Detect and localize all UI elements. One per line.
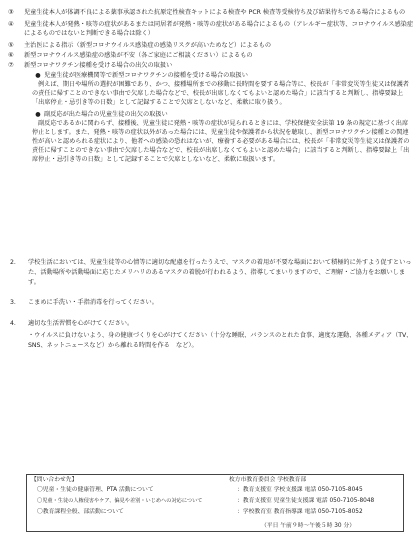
item-number: ⑤ xyxy=(8,41,14,49)
vaccine-heading-2 xyxy=(32,110,414,119)
section-4 xyxy=(6,319,414,351)
item-number: ⑥ xyxy=(8,51,14,59)
list-item xyxy=(6,20,414,38)
vaccine-paragraph-2: 副反応であるかに関わらず、接種後、児童生徒に発熱・咳等の症状が見られるときには、学校保健安全法第 19 条の規定に基づく出席停止とします。また、発熱・咳等の症状以外があった場合には、児童生徒や保護者から状況を聴取し、新型コロナワクチン接種との関連性が高いと認められる症状により、他者への感染の恐れはないが、療養する必要がある場合には、校長が「非常変災等生徒又は保護者の責任に帰すことのできない事由で欠席した場合などで、校長が出席しなくてもよいと認めた場合」に該当すると判断し、指導要録上「出席停止・忌引き等の日数」として記録することで欠席としないなど、柔軟に取扱います。 xyxy=(32,120,410,163)
contact-topic: 〇児童・生徒の人権侵害やケア、偏見や差別・いじめへの対応について xyxy=(37,498,203,504)
item-number: ③ xyxy=(8,8,14,16)
vaccine-paragraph-1: 例えば、期日や場所の選択が困難であり、かつ、接種場所までの移動に長時間を要する場合等に、校長が「非常変災等生徒又は保護者の責任に帰すことのできない事由で欠席した場合などで、校長が出席しなくてもよいと認めた場合」に該当すると判断し、指導要録上「出席停止・忌引き等の日数」として記録することで欠席としないなど、柔軟に取り扱う。 xyxy=(32,81,409,106)
item-text: 児童生徒本人が体調不良による薬事承認された抗原定性検査キットによる検査や PCR 検査等受検待ち及び結果待ちである場合によるもの xyxy=(24,9,406,16)
contact-row xyxy=(37,486,403,495)
item-text: 新型コロナウイルス感染症の感染が不安（各ご家庭にご相談ください）によるもの xyxy=(24,52,253,59)
contact-topic: 〇教育課程全般、部活動について xyxy=(37,509,124,515)
section-number: 3. xyxy=(10,299,16,306)
contact-row xyxy=(37,497,403,506)
section-text: こまめに手洗い・手指消毒を行ってください。 xyxy=(28,299,158,306)
contact-phone: ：学校教育室 教育指導課 電話 050-7105-8052 xyxy=(237,509,363,515)
contact-row xyxy=(37,508,403,517)
bullet-icon: ● xyxy=(35,111,41,118)
heading-text: 児童生徒が医療機関等で新型コロナワクチンの接種を受ける場合の取扱い xyxy=(44,72,248,79)
section-number: 4. xyxy=(10,320,16,327)
item-text: 新型コロナワクチン接種を受ける場合の出欠の取扱い xyxy=(24,62,173,69)
contact-heading: 【問い合わせ先】 xyxy=(31,477,78,483)
list-item xyxy=(6,51,414,60)
section-text: 学校生活においては、児童生徒等の心情等に適切な配慮を行ったうえで、マスクの着用が不要な場面において積極的に外すよう促すといった、活動場所や活動場面に応じたメリハリのあるマスクの着脱が行われるよう、指導してまいりますので、ご理解・ご協力をお願いします。 xyxy=(28,259,412,286)
contact-topic: 〇児童・生徒の健康管理、PTA 活動について xyxy=(37,487,154,493)
item-number: ④ xyxy=(8,20,14,28)
list-item xyxy=(6,61,414,70)
office-hours: （平日 午前９時～午後５時 30 分） xyxy=(261,523,356,529)
list-item xyxy=(6,8,414,17)
contact-box xyxy=(26,474,404,532)
section-number: 2. xyxy=(10,259,16,266)
section-3 xyxy=(6,298,414,308)
item-number: ⑦ xyxy=(8,61,14,69)
bullet-icon: ● xyxy=(35,72,41,79)
section-2 xyxy=(6,258,414,288)
item-text: 児童生徒本人が発熱・咳等の症状があるまたは同居者が発熱・咳等の症状がある場合によるもの（アレルギー症状等、コロナウイルス感染症によるものではないと判断できる場合は除く） xyxy=(24,21,414,37)
contact-phone: ：教育支援室 児童生徒支援課 電話 050-7105-8048 xyxy=(237,498,375,504)
absence-cases-list xyxy=(6,8,414,164)
list-item xyxy=(6,41,414,50)
vaccine-heading-1 xyxy=(32,71,414,80)
contact-organization: 枚方市教育委員会 学校教育部 xyxy=(229,477,307,483)
heading-text: 副反応が出た場合の児童生徒の出欠の取扱い xyxy=(44,111,168,118)
contact-phone: ：教育支援室 学校支援課 電話 050-7105-8045 xyxy=(237,487,363,493)
section-text: 適切な生活習慣を心がけてください。 xyxy=(28,320,134,327)
item-text: 主治医による指示（新型コロナウイルス感染症の感染リスクが高いためなど）によるもの xyxy=(24,42,272,49)
section-4-detail: ・ウイルスに負けないよう、身の健康づくりを心がけてください（十分な睡眠、バランスのとれた食事、適度な運動、各種メディア（TV、SNS、ネットニュースなど）から離れる時間を作る など）。 xyxy=(28,332,413,349)
